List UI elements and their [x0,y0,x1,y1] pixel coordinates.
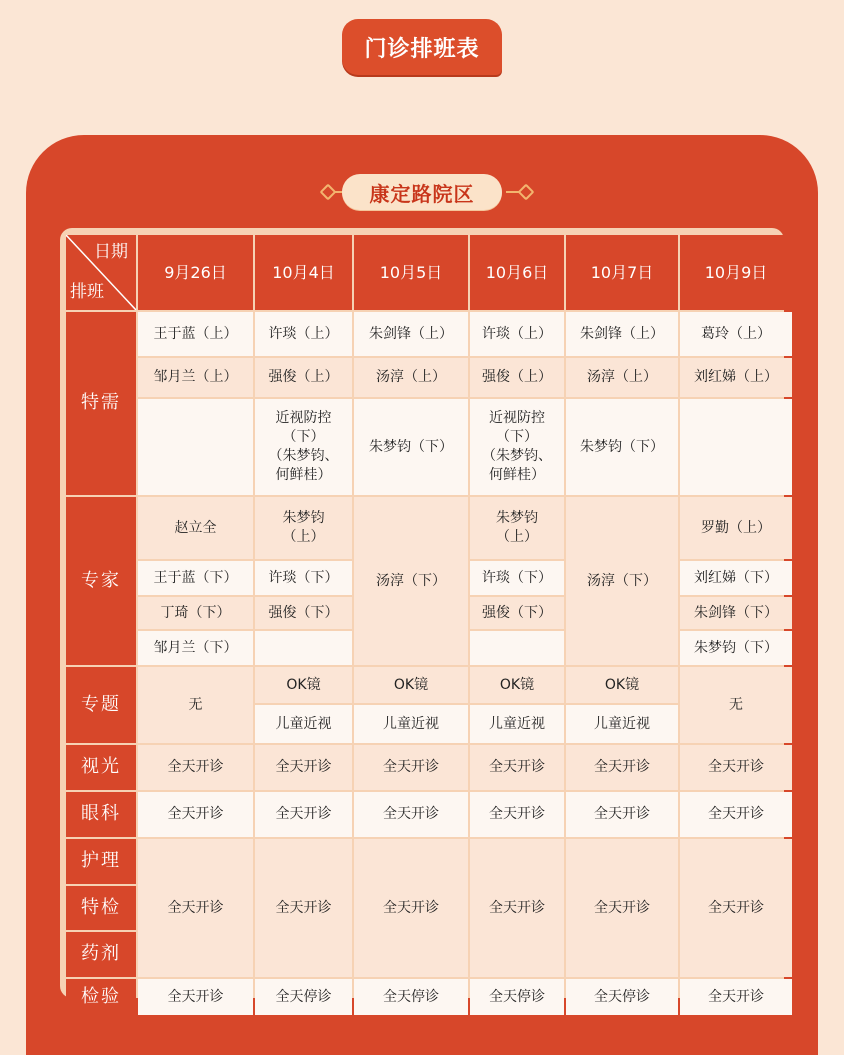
table-cell: 全天停诊 [255,979,352,1015]
table-cell: 赵立全 [138,497,253,559]
table-cell: 强俊（上） [470,358,564,397]
table-cell: 刘红娣（下） [680,561,792,595]
category-topic: 专题 [66,667,136,743]
table-cell: 全天开诊 [566,839,678,977]
corner-shift-label: 排班 [70,282,104,303]
table-cell: OK镜 [566,667,678,703]
table-cell: OK镜 [255,667,352,703]
table-cell: 儿童近视 [566,705,678,743]
category-pharmacy: 药剂 [66,932,136,977]
table-cell: 全天开诊 [354,792,468,837]
table-cell: 全天开诊 [138,745,253,790]
table-cell: 全天开诊 [566,792,678,837]
table-cell: 全天开诊 [255,792,352,837]
table-cell: 强俊（上） [255,358,352,397]
table-cell: 全天开诊 [354,839,468,977]
category-nursing: 护理 [66,839,136,884]
table-cell: 全天开诊 [470,745,564,790]
table-cell: OK镜 [354,667,468,703]
corner-date-label: 日期 [94,242,128,262]
table-cell: 葛玲（上） [680,312,792,356]
table-cell: 汤淳（上） [566,358,678,397]
category-expert: 专家 [66,497,136,665]
date-header: 9月26日 [138,235,253,310]
table-cell: 刘红娣（上） [680,358,792,397]
date-header: 10月7日 [566,235,678,310]
table-cell: 全天开诊 [680,745,792,790]
table-cell: 强俊（下） [255,597,352,629]
table-cell: 许琰（下） [255,561,352,595]
table-cell-empty [255,631,352,665]
table-cell: 全天停诊 [354,979,468,1015]
table-cell: 全天开诊 [680,839,792,977]
table-cell: 全天开诊 [680,979,792,1015]
category-special-exam: 特检 [66,886,136,930]
table-cell: 全天开诊 [470,839,564,977]
table-cell: 全天开诊 [255,745,352,790]
table-cell: 邹月兰（下） [138,631,253,665]
date-header: 10月5日 [354,235,468,310]
table-cell: 汤淳（下） [354,497,468,665]
category-ophthalmology: 眼科 [66,792,136,837]
category-special: 特需 [66,312,136,495]
table-cell: 近视防控 （下） （朱梦钧、 何鲜桂） [255,399,352,495]
table-cell: 汤淳（下） [566,497,678,665]
table-cell: 强俊（下） [470,597,564,629]
table-cell: 全天开诊 [354,745,468,790]
table-cell: 全天开诊 [138,792,253,837]
date-header: 10月4日 [255,235,352,310]
table-cell: 朱梦钧 （上） [255,497,352,559]
table-cell: OK镜 [470,667,564,703]
table-cell: 全天开诊 [470,792,564,837]
table-cell: 汤淳（上） [354,358,468,397]
table-cell: 朱剑锋（上） [566,312,678,356]
table-cell: 朱梦钧（下） [354,399,468,495]
table-cell: 丁琦（下） [138,597,253,629]
category-optometry: 视光 [66,745,136,790]
table-cell: 全天停诊 [566,979,678,1015]
category-lab: 检验 [66,979,136,1015]
table-cell: 朱剑锋（上） [354,312,468,356]
table-cell: 全天停诊 [470,979,564,1015]
table-cell: 邹月兰（上） [138,358,253,397]
table-cell: 朱梦钧（下） [680,631,792,665]
table-cell-empty [680,399,792,495]
table-cell: 儿童近视 [255,705,352,743]
table-cell: 朱梦钧（下） [566,399,678,495]
table-cell-empty [138,399,253,495]
table-cell: 全天开诊 [138,839,253,977]
table-cell: 王于蓝（下） [138,561,253,595]
date-header: 10月6日 [470,235,564,310]
campus-label: 康定路院区 [342,174,502,210]
table-corner [66,235,136,310]
table-cell: 朱梦钧 （上） [470,497,564,559]
campus-right-ornament [506,184,532,200]
table-cell: 无 [680,667,792,743]
table-cell: 许琰（下） [470,561,564,595]
page-title: 门诊排班表 [342,19,502,75]
date-header: 10月9日 [680,235,792,310]
table-cell: 全天开诊 [138,979,253,1015]
schedule-table [66,235,780,1007]
table-cell: 王于蓝（上） [138,312,253,356]
table-cell-empty [470,631,564,665]
table-cell: 许琰（上） [470,312,564,356]
table-cell: 许琰（上） [255,312,352,356]
table-cell: 儿童近视 [354,705,468,743]
table-cell: 全天开诊 [566,745,678,790]
table-cell: 无 [138,667,253,743]
table-cell: 罗勤（上） [680,497,792,559]
table-cell: 近视防控 （下） （朱梦钧、 何鲜桂） [470,399,564,495]
table-cell: 朱剑锋（下） [680,597,792,629]
table-cell: 全天开诊 [255,839,352,977]
table-cell: 儿童近视 [470,705,564,743]
table-cell: 全天开诊 [680,792,792,837]
